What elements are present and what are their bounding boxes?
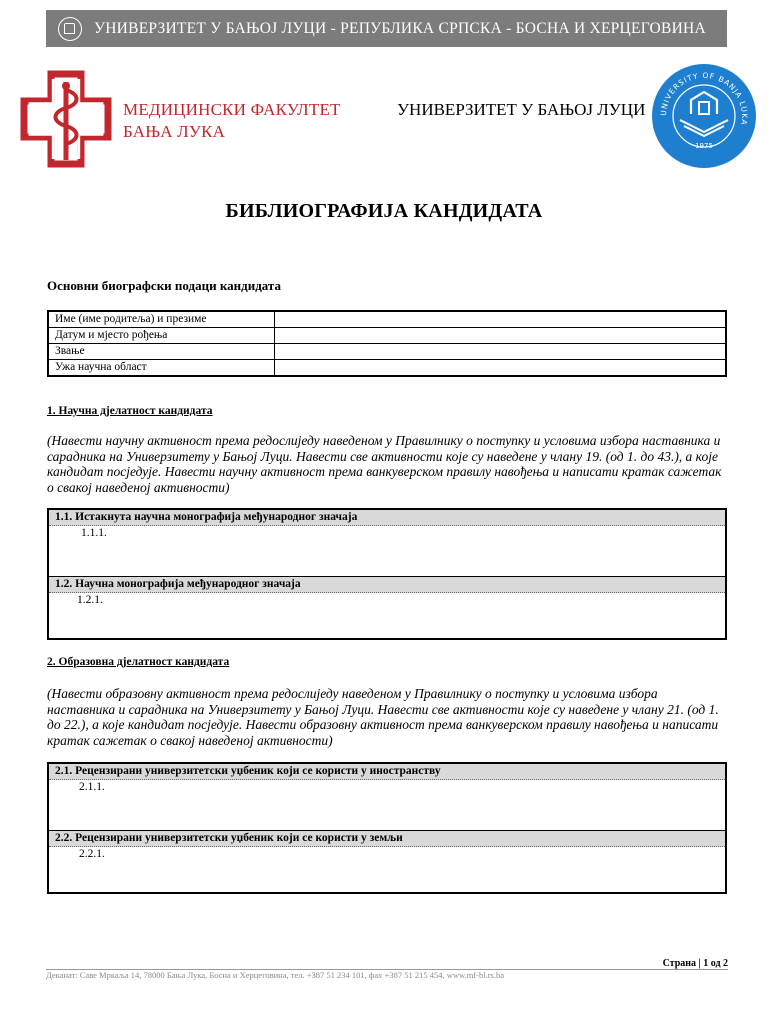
bio-row-title (49, 344, 725, 360)
university-seal (650, 62, 758, 170)
medical-faculty-logo (18, 68, 114, 170)
university-mini-seal-icon (58, 17, 82, 41)
section2-heading: 2. Образовна дјелатност кандидата (47, 656, 230, 668)
seal-text: UNIVERSITY OF BANJA LUKA (658, 70, 750, 127)
box-1-1-heading: 1.1. Истакнута научна монографија међународног значаја (49, 510, 725, 526)
top-banner (46, 10, 727, 47)
box-1-1-item[interactable]: 1.1.1. (81, 527, 107, 539)
box-2-2-item[interactable]: 2.2.1. (79, 848, 105, 860)
bio-row-field (49, 360, 725, 375)
section2-box (47, 762, 727, 894)
footer-address: Деканат: Саве Мркаља 14, 78000 Бања Лука, Босна и Херцеговина, тел. +387 51 234 101, фах +387 51 215 454, www.mf-bl.rs.ba (46, 970, 504, 980)
seal-year: 1975 (695, 142, 713, 150)
faculty-name-line1: МЕДИЦИНСКИ ФАКУЛТЕТ (123, 100, 341, 119)
page-number: Страна | 1 од 2 (662, 958, 728, 969)
box-2-1-item[interactable]: 2.1.1. (79, 781, 105, 793)
bio-row-birth (49, 328, 725, 344)
box-1-2-item[interactable]: 1.2.1. (77, 594, 103, 606)
bio-value-birth[interactable] (275, 328, 725, 343)
section1-box (47, 508, 727, 640)
bio-table (47, 310, 727, 377)
university-name: УНИВЕРЗИТЕТ У БАЊОЈ ЛУЦИ (397, 100, 646, 119)
faculty-name-line2: БАЊА ЛУКА (123, 122, 226, 141)
faculty-name (123, 99, 341, 143)
bio-label-name: Име (име родитеља) и презиме (49, 312, 275, 327)
bio-value-title[interactable] (275, 344, 725, 359)
bio-value-name[interactable] (275, 312, 725, 327)
box-2-2-heading: 2.2. Рецензирани универзитетски уџбеник који се користи у земљи (49, 830, 725, 847)
bio-value-field[interactable] (275, 360, 725, 375)
box-1-2-heading: 1.2. Научна монографија међународног значаја (49, 576, 725, 593)
section2-instructions: (Навести образовну активност према редослиједу наведеном у Правилнику о поступку и условима избора наставника и сарадника на Универзитету у Бањој Луци. Навести све активности које су наведене у члану 21. (од 1. до 22.), а које кандидат посједује. Навести образовну активност према ванкуверском правилу навођења и написати кратак сажетак о свакој наведеној активности) (47, 686, 719, 748)
section1-heading: 1. Научна дјелатност кандидата (47, 405, 213, 417)
box-2-1-heading: 2.1. Рецензирани универзитетски уџбеник који се користи у иностранству (49, 764, 725, 780)
banner-text: УНИВЕРЗИТЕТ У БАЊОЈ ЛУЦИ - РЕПУБЛИКА СРПСКА - БОСНА И ХЕРЦЕГОВИНА (94, 19, 706, 37)
bio-label-field: Ужа научна област (49, 360, 275, 375)
bio-row-name (49, 312, 725, 328)
bio-label-birth: Датум и мјесто рођења (49, 328, 275, 343)
document-title: БИБЛИОГРАФИЈА КАНДИДАТА (225, 200, 543, 222)
section1-instructions: (Навести научну активност према редослиједу наведеном у Правилнику о поступку и условима избора наставника и сарадника на Универзитету у Бањој Луци. Навести све активности које су наведене у члану 19. (од 1. до 43.), а које кандидат посједује. Навести научну активност према ванкуверском правилу навођења и написати кратак сажетак о свакој наведеној активности) (47, 433, 722, 495)
bio-heading: Основни биографски подаци кандидата (47, 278, 281, 293)
bio-label-title: Звање (49, 344, 275, 359)
